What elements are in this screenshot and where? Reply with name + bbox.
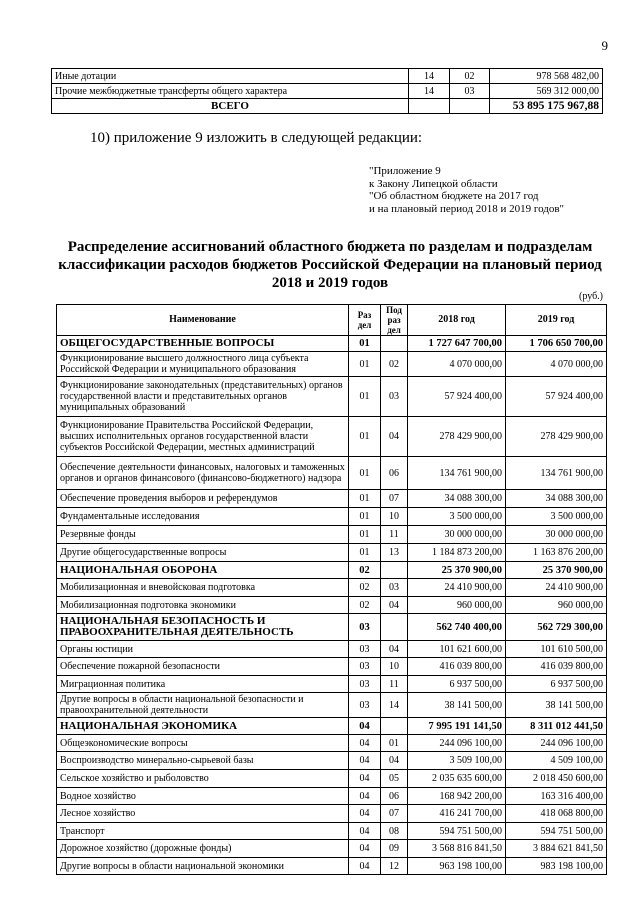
row-name: Мобилизационная и вневойсковая подготовка	[57, 579, 349, 597]
empty-cell	[450, 99, 490, 114]
row-name: Транспорт	[57, 823, 349, 840]
table-row	[57, 805, 607, 823]
row-2018-value: 168 942 200,00	[408, 788, 506, 805]
row-name: Функционирование высшего должностного лица субъекта Российской Федерации и муниципального образования	[57, 352, 349, 377]
row-razdel: 02	[349, 597, 381, 614]
row-razdel: 01	[349, 336, 381, 352]
row-2019-value: 6 937 500,00	[506, 676, 607, 693]
table-row	[57, 858, 607, 875]
row-razdel: 03	[349, 693, 381, 718]
row-podrazdel: 06	[381, 788, 408, 805]
row-value: 978 568 482,00	[490, 69, 603, 84]
row-name: НАЦИОНАЛЬНАЯ ОБОРОНА	[57, 562, 349, 579]
row-razdel: 14	[409, 69, 450, 84]
title-line: Распределение ассигнований областного бюджета по разделам и подразделам	[67, 239, 593, 255]
row-2018-value: 30 000 000,00	[408, 526, 506, 544]
row-2018-value: 1 184 873 200,00	[408, 544, 506, 562]
row-2018-value: 278 429 900,00	[408, 417, 506, 457]
row-podrazdel: 04	[381, 752, 408, 770]
table-row	[57, 840, 607, 858]
row-2018-value: 4 070 000,00	[408, 352, 506, 377]
row-name: Общеэкономические вопросы	[57, 735, 349, 752]
empty-cell	[409, 99, 450, 114]
row-2018-value: 963 198 100,00	[408, 858, 506, 875]
row-podrazdel	[381, 336, 408, 352]
row-podrazdel: 11	[381, 526, 408, 544]
row-2019-value: 134 761 900,00	[506, 457, 607, 490]
row-name: Другие вопросы в области национальной безопасности и правоохранительной деятельности	[57, 693, 349, 718]
row-2019-value: 416 039 800,00	[506, 658, 607, 676]
row-podrazdel: 09	[381, 840, 408, 858]
row-2018-value: 134 761 900,00	[408, 457, 506, 490]
top-table-continuation	[51, 68, 603, 114]
row-razdel: 01	[349, 352, 381, 377]
row-name: Функционирование законодательных (представительных) органов государственной власти и представительных органов муниципальных образований	[57, 377, 349, 417]
table-row	[57, 597, 607, 614]
row-podrazdel: 02	[450, 69, 490, 84]
row-razdel: 04	[349, 805, 381, 823]
row-razdel: 01	[349, 526, 381, 544]
row-2018-value: 24 410 900,00	[408, 579, 506, 597]
total-row	[52, 99, 603, 114]
row-2018-value: 38 141 500,00	[408, 693, 506, 718]
row-podrazdel: 11	[381, 676, 408, 693]
currency-unit: (руб.)	[579, 291, 603, 302]
row-podrazdel: 12	[381, 858, 408, 875]
row-name: Функционирование Правительства Российской Федерации, высших исполнительных органов государственной власти субъектов Российской Федерации, местных администраций	[57, 417, 349, 457]
table-row	[57, 526, 607, 544]
header-razdel: Раз дел	[349, 305, 381, 336]
row-name: Иные дотации	[52, 69, 409, 84]
row-razdel: 14	[409, 84, 450, 99]
row-2019-value: 163 316 400,00	[506, 788, 607, 805]
row-2019-value: 983 198 100,00	[506, 858, 607, 875]
table-header-row	[57, 305, 607, 336]
row-2018-value: 2 035 635 600,00	[408, 770, 506, 788]
table-row	[57, 658, 607, 676]
row-razdel: 01	[349, 490, 381, 508]
row-razdel: 03	[349, 641, 381, 658]
header-name: Наименование	[57, 305, 349, 336]
appendix-line: и на плановый период 2018 и 2019 годов"	[369, 202, 565, 215]
row-podrazdel: 01	[381, 735, 408, 752]
title-line: классификации расходов бюджетов Российской Федерации на плановый период	[58, 257, 602, 273]
row-2019-value: 594 751 500,00	[506, 823, 607, 840]
row-name: Обеспечение проведения выборов и референдумов	[57, 490, 349, 508]
appendix-line: "Приложение 9	[369, 165, 441, 177]
budget-table	[56, 304, 607, 875]
section-row	[57, 336, 607, 352]
section-row	[57, 614, 607, 641]
appendix-line: к Закону Липецкой области	[369, 177, 498, 190]
row-name: ОБЩЕГОСУДАРСТВЕННЫЕ ВОПРОСЫ	[57, 336, 349, 352]
row-razdel: 01	[349, 508, 381, 526]
appendix-note	[369, 165, 564, 215]
row-name: Лесное хозяйство	[57, 805, 349, 823]
row-podrazdel: 06	[381, 457, 408, 490]
section-row	[57, 562, 607, 579]
header-podrazdel: Под раз дел	[381, 305, 408, 336]
row-name: Миграционная политика	[57, 676, 349, 693]
row-name: Другие общегосударственные вопросы	[57, 544, 349, 562]
row-2019-value: 960 000,00	[506, 597, 607, 614]
row-razdel: 04	[349, 752, 381, 770]
row-razdel: 04	[349, 718, 381, 735]
row-2019-value: 244 096 100,00	[506, 735, 607, 752]
row-name: Мобилизационная подготовка экономики	[57, 597, 349, 614]
row-razdel: 03	[349, 676, 381, 693]
row-2019-value: 25 370 900,00	[506, 562, 607, 579]
table-row	[57, 490, 607, 508]
row-razdel: 04	[349, 823, 381, 840]
row-name: Дорожное хозяйство (дорожные фонды)	[57, 840, 349, 858]
row-podrazdel: 04	[381, 597, 408, 614]
row-2019-value: 4 070 000,00	[506, 352, 607, 377]
row-razdel: 01	[349, 457, 381, 490]
table-row	[57, 377, 607, 417]
row-2019-value: 562 729 300,00	[506, 614, 607, 641]
row-podrazdel: 02	[381, 352, 408, 377]
document-title	[40, 238, 620, 292]
table-row	[57, 788, 607, 805]
table-row	[57, 352, 607, 377]
row-name: Водное хозяйство	[57, 788, 349, 805]
row-podrazdel: 14	[381, 693, 408, 718]
table-row	[57, 752, 607, 770]
page-number: 9	[601, 38, 608, 53]
row-2019-value: 101 610 500,00	[506, 641, 607, 658]
table-row	[57, 508, 607, 526]
row-name: Органы юстиции	[57, 641, 349, 658]
row-2019-value: 3 500 000,00	[506, 508, 607, 526]
row-podrazdel	[381, 562, 408, 579]
row-name: Сельское хозяйство и рыболовство	[57, 770, 349, 788]
row-podrazdel: 10	[381, 658, 408, 676]
row-podrazdel: 03	[381, 579, 408, 597]
row-podrazdel: 03	[381, 377, 408, 417]
row-2018-value: 244 096 100,00	[408, 735, 506, 752]
row-name: Резервные фонды	[57, 526, 349, 544]
header-2019: 2019 год	[506, 305, 607, 336]
table-row	[57, 823, 607, 840]
instruction-text: 10) приложение 9 изложить в следующей редакции:	[90, 130, 423, 146]
row-name: Воспроизводство минерально-сырьевой базы	[57, 752, 349, 770]
appendix-line: "Об областном бюджете на 2017 год	[369, 190, 539, 202]
row-name: Обеспечение пожарной безопасности	[57, 658, 349, 676]
row-2018-value: 416 039 800,00	[408, 658, 506, 676]
row-podrazdel: 04	[381, 641, 408, 658]
row-2018-value: 3 500 000,00	[408, 508, 506, 526]
row-2018-value: 3 509 100,00	[408, 752, 506, 770]
total-value: 53 895 175 967,88	[490, 99, 603, 114]
row-2019-value: 8 311 012 441,50	[506, 718, 607, 735]
row-razdel: 04	[349, 735, 381, 752]
row-2019-value: 418 068 800,00	[506, 805, 607, 823]
row-name: НАЦИОНАЛЬНАЯ БЕЗОПАСНОСТЬ И ПРАВООХРАНИТЕЛЬНАЯ ДЕЯТЕЛЬНОСТЬ	[57, 614, 349, 641]
row-razdel: 04	[349, 840, 381, 858]
row-2019-value: 34 088 300,00	[506, 490, 607, 508]
row-2018-value: 101 621 600,00	[408, 641, 506, 658]
row-2018-value: 3 568 816 841,50	[408, 840, 506, 858]
row-name: Обеспечение деятельности финансовых, налоговых и таможенных органов и органов финансового (финансово-бюджетного) надзора	[57, 457, 349, 490]
row-name: Прочие межбюджетные трансферты общего характера	[52, 84, 409, 99]
row-podrazdel	[381, 614, 408, 641]
total-label: ВСЕГО	[52, 99, 409, 114]
table-row	[57, 579, 607, 597]
table-row	[57, 735, 607, 752]
row-podrazdel: 05	[381, 770, 408, 788]
row-podrazdel: 07	[381, 805, 408, 823]
row-2018-value: 25 370 900,00	[408, 562, 506, 579]
row-razdel: 04	[349, 770, 381, 788]
row-podrazdel: 08	[381, 823, 408, 840]
row-2018-value: 1 727 647 700,00	[408, 336, 506, 352]
row-podrazdel	[381, 718, 408, 735]
row-razdel: 02	[349, 562, 381, 579]
row-podrazdel: 04	[381, 417, 408, 457]
table-row	[52, 69, 603, 84]
row-2019-value: 1 163 876 200,00	[506, 544, 607, 562]
row-name: Другие вопросы в области национальной экономики	[57, 858, 349, 875]
row-2018-value: 960 000,00	[408, 597, 506, 614]
row-razdel: 01	[349, 417, 381, 457]
table-row	[52, 84, 603, 99]
row-2019-value: 2 018 450 600,00	[506, 770, 607, 788]
row-podrazdel: 07	[381, 490, 408, 508]
row-razdel: 02	[349, 579, 381, 597]
table-row	[57, 417, 607, 457]
row-name: НАЦИОНАЛЬНАЯ ЭКОНОМИКА	[57, 718, 349, 735]
row-2018-value: 416 241 700,00	[408, 805, 506, 823]
row-2019-value: 3 884 621 841,50	[506, 840, 607, 858]
table-row	[57, 676, 607, 693]
row-razdel: 03	[349, 658, 381, 676]
row-2019-value: 30 000 000,00	[506, 526, 607, 544]
row-2019-value: 57 924 400,00	[506, 377, 607, 417]
row-2019-value: 1 706 650 700,00	[506, 336, 607, 352]
row-podrazdel: 03	[450, 84, 490, 99]
row-razdel: 03	[349, 614, 381, 641]
row-razdel: 01	[349, 377, 381, 417]
header-2018: 2018 год	[408, 305, 506, 336]
table-row	[57, 544, 607, 562]
row-razdel: 04	[349, 788, 381, 805]
row-2019-value: 24 410 900,00	[506, 579, 607, 597]
table-row	[57, 770, 607, 788]
section-row	[57, 718, 607, 735]
title-line: 2018 и 2019 годов	[271, 275, 389, 291]
row-podrazdel: 10	[381, 508, 408, 526]
row-2018-value: 7 995 191 141,50	[408, 718, 506, 735]
row-2018-value: 57 924 400,00	[408, 377, 506, 417]
row-2019-value: 4 509 100,00	[506, 752, 607, 770]
row-value: 569 312 000,00	[490, 84, 603, 99]
table-row	[57, 457, 607, 490]
row-razdel: 04	[349, 858, 381, 875]
row-name: Фундаментальные исследования	[57, 508, 349, 526]
row-2018-value: 6 937 500,00	[408, 676, 506, 693]
row-2018-value: 594 751 500,00	[408, 823, 506, 840]
row-2019-value: 38 141 500,00	[506, 693, 607, 718]
row-2018-value: 562 740 400,00	[408, 614, 506, 641]
row-2019-value: 278 429 900,00	[506, 417, 607, 457]
row-podrazdel: 13	[381, 544, 408, 562]
table-row	[57, 693, 607, 718]
table-row	[57, 641, 607, 658]
row-2018-value: 34 088 300,00	[408, 490, 506, 508]
row-razdel: 01	[349, 544, 381, 562]
